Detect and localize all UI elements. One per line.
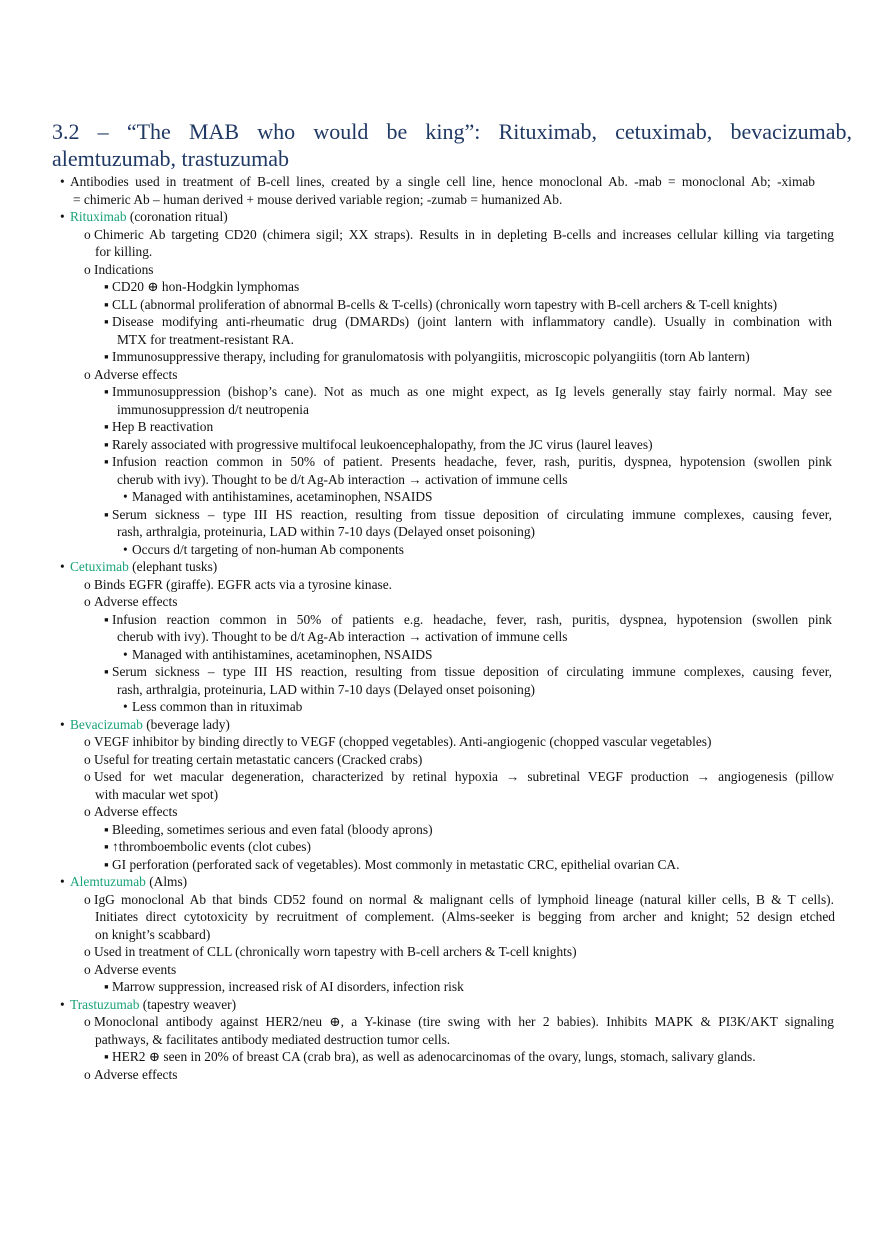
- drug-heading-cetuximab: • Cetuximab (elephant tusks): [60, 559, 218, 574]
- list-item: ▪ Disease modifying anti-rheumatic drug (DMARDs) (joint lantern with inflammatory candle). Usually in combination with: [104, 314, 832, 329]
- list-item-cont: MTX for treatment-resistant RA.: [117, 331, 295, 347]
- list-item: o Adverse effects: [84, 594, 178, 609]
- list-item-cont: immunosuppression d/t neutropenia: [117, 401, 309, 417]
- list-item: o Used for wet macular degeneration, characterized by retinal hypoxia → subretinal VEGF production → angiogenesis (pillow: [84, 769, 834, 784]
- drug-heading-trastuzumab: • Trastuzumab (tapestry weaver): [60, 996, 237, 1012]
- list-item: o Chimeric Ab targeting CD20 (chimera sigil; XX straps). Results in in depleting B-cells and increases cellular killing via targeting: [84, 226, 834, 242]
- list-item: ▪ Bleeding, sometimes serious and even fatal (bloody aprons): [104, 821, 433, 837]
- list-item: ▪ Infusion reaction common in 50% of patient. Presents headache, fever, rash, puritis, dyspnea, hypotension (swollen pink: [104, 454, 832, 469]
- list-item-cont: Initiates direct cytotoxicity by recruitment of complement. (Alms-seeker is begging from archer and knight; 52 design etched: [95, 909, 835, 924]
- list-item: ▪ Hep B reactivation: [104, 419, 214, 434]
- list-item: o Adverse effects: [84, 366, 178, 382]
- list-item-cont: with macular wet spot): [95, 786, 219, 802]
- list-item: • Managed with antihistamines, acetaminophen, NSAIDS: [123, 646, 433, 662]
- list-item-cont: on knight’s scabbard): [95, 926, 211, 942]
- list-item-cont: rash, arthralgia, proteinuria, LAD within 7-10 days (Delayed onset poisoning): [117, 681, 535, 697]
- list-item: ▪ Serum sickness – type III HS reaction, resulting from tissue deposition of circulating immune complexes, causing fever,: [104, 664, 832, 679]
- list-item: o Adverse effects: [84, 1066, 178, 1082]
- drug-heading-alemtuzumab: • Alemtuzumab (Alms): [60, 874, 188, 889]
- list-item-cont: cherub with ivy). Thought to be d/t Ag-Ab interaction → activation of immune cells: [117, 629, 568, 644]
- list-item: • Occurs d/t targeting of non-human Ab components: [123, 541, 404, 557]
- list-item: ▪ Immunosuppressive therapy, including for granulomatosis with polyangiitis, microscopic polyangiitis (torn Ab lantern): [104, 349, 750, 364]
- list-item: ▪ CLL (abnormal proliferation of abnormal B-cells & T-cells) (chronically worn tapestry with B-cell archers & T-cell knights): [104, 296, 778, 312]
- list-item: ▪ Immunosuppression (bishop’s cane). Not as much as one might expect, as Ig levels generally stay fairly normal. May see: [104, 384, 832, 399]
- notes-body: [0, 173, 880, 1083]
- section-title: 3.2 – “The MAB who would be king”: Rituximab, cetuximab, bevacizumab, alemtuzumab, trastuzumab: [52, 119, 852, 171]
- list-item: ▪ Rarely associated with progressive multifocal leukoencephalopathy, from the JC virus (laurel leaves): [104, 436, 653, 452]
- list-item-cont: rash, arthralgia, proteinuria, LAD within 7-10 days (Delayed onset poisoning): [117, 524, 535, 539]
- list-item: o IgG monoclonal Ab that binds CD52 found on normal & malignant cells of lymphoid lineage (natural killer cells, B & T cells).: [84, 891, 834, 907]
- list-item: o Monoclonal antibody against HER2/neu ⊕, a Y-kinase (tire swing with her 2 babies). Inhibits MAPK & PI3K/AKT signaling: [84, 1014, 834, 1029]
- list-item-cont: pathways, & facilitates antibody mediated destruction tumor cells.: [95, 1031, 451, 1047]
- drug-name: Alemtuzumab: [70, 874, 146, 889]
- list-item: • Less common than in rituximab: [123, 699, 303, 714]
- list-item: ▪ CD20 ⊕ hon-Hodgkin lymphomas: [104, 279, 300, 294]
- list-item: ▪ GI perforation (perforated sack of vegetables). Most commonly in metastatic CRC, epithelial ovarian CA.: [104, 856, 680, 872]
- list-item: o Adverse events: [84, 961, 177, 977]
- drug-name: Cetuximab: [70, 559, 129, 574]
- drug-name: Bevacizumab: [70, 716, 143, 732]
- list-item: ▪ HER2 ⊕ seen in 20% of breast CA (crab bra), as well as adenocarcinomas of the ovary, lungs, stomach, salivary glands.: [104, 1049, 756, 1064]
- list-item: ▪ Marrow suppression, increased risk of AI disorders, infection risk: [104, 979, 464, 994]
- drug-name: Trastuzumab: [70, 996, 140, 1012]
- list-item: o Adverse effects: [84, 804, 178, 819]
- list-item: o Binds EGFR (giraffe). EGFR acts via a tyrosine kinase.: [84, 576, 393, 592]
- list-item: ▪ Infusion reaction common in 50% of patients e.g. headache, fever, rash, puritis, dyspnea, hypotension (swollen pink: [104, 611, 832, 627]
- list-item: o Used in treatment of CLL (chronically worn tapestry with B-cell archers & T-cell knights): [84, 944, 577, 959]
- list-item: • Managed with antihistamines, acetaminophen, NSAIDS: [123, 489, 433, 504]
- list-item: ▪ ↑thromboembolic events (clot cubes): [104, 839, 311, 854]
- list-item-cont: cherub with ivy). Thought to be d/t Ag-Ab interaction → activation of immune cells: [117, 471, 568, 487]
- list-item: ▪ Serum sickness – type III HS reaction, resulting from tissue deposition of circulating immune complexes, causing fever,: [104, 506, 832, 522]
- list-item: • Antibodies used in treatment of B-cell lines, created by a single cell line, hence monoclonal Ab. -mab = monoclonal Ab; -ximab: [60, 174, 815, 189]
- list-item: o VEGF inhibitor by binding directly to VEGF (chopped vegetables). Anti-angiogenic (chopped vascular vegetables): [84, 734, 712, 749]
- drug-heading-bevacizumab: • Bevacizumab (beverage lady): [60, 716, 230, 732]
- list-item-cont: for killing.: [95, 244, 153, 259]
- list-item-cont: = chimeric Ab – human derived + mouse derived variable region; -zumab = humanized Ab.: [73, 191, 563, 207]
- drug-name: Rituximab: [70, 209, 127, 224]
- list-item: o Useful for treating certain metastatic cancers (Cracked crabs): [84, 751, 423, 767]
- drug-heading-rituximab: • Rituximab (coronation ritual): [60, 209, 228, 224]
- list-item: o Indications: [84, 261, 154, 277]
